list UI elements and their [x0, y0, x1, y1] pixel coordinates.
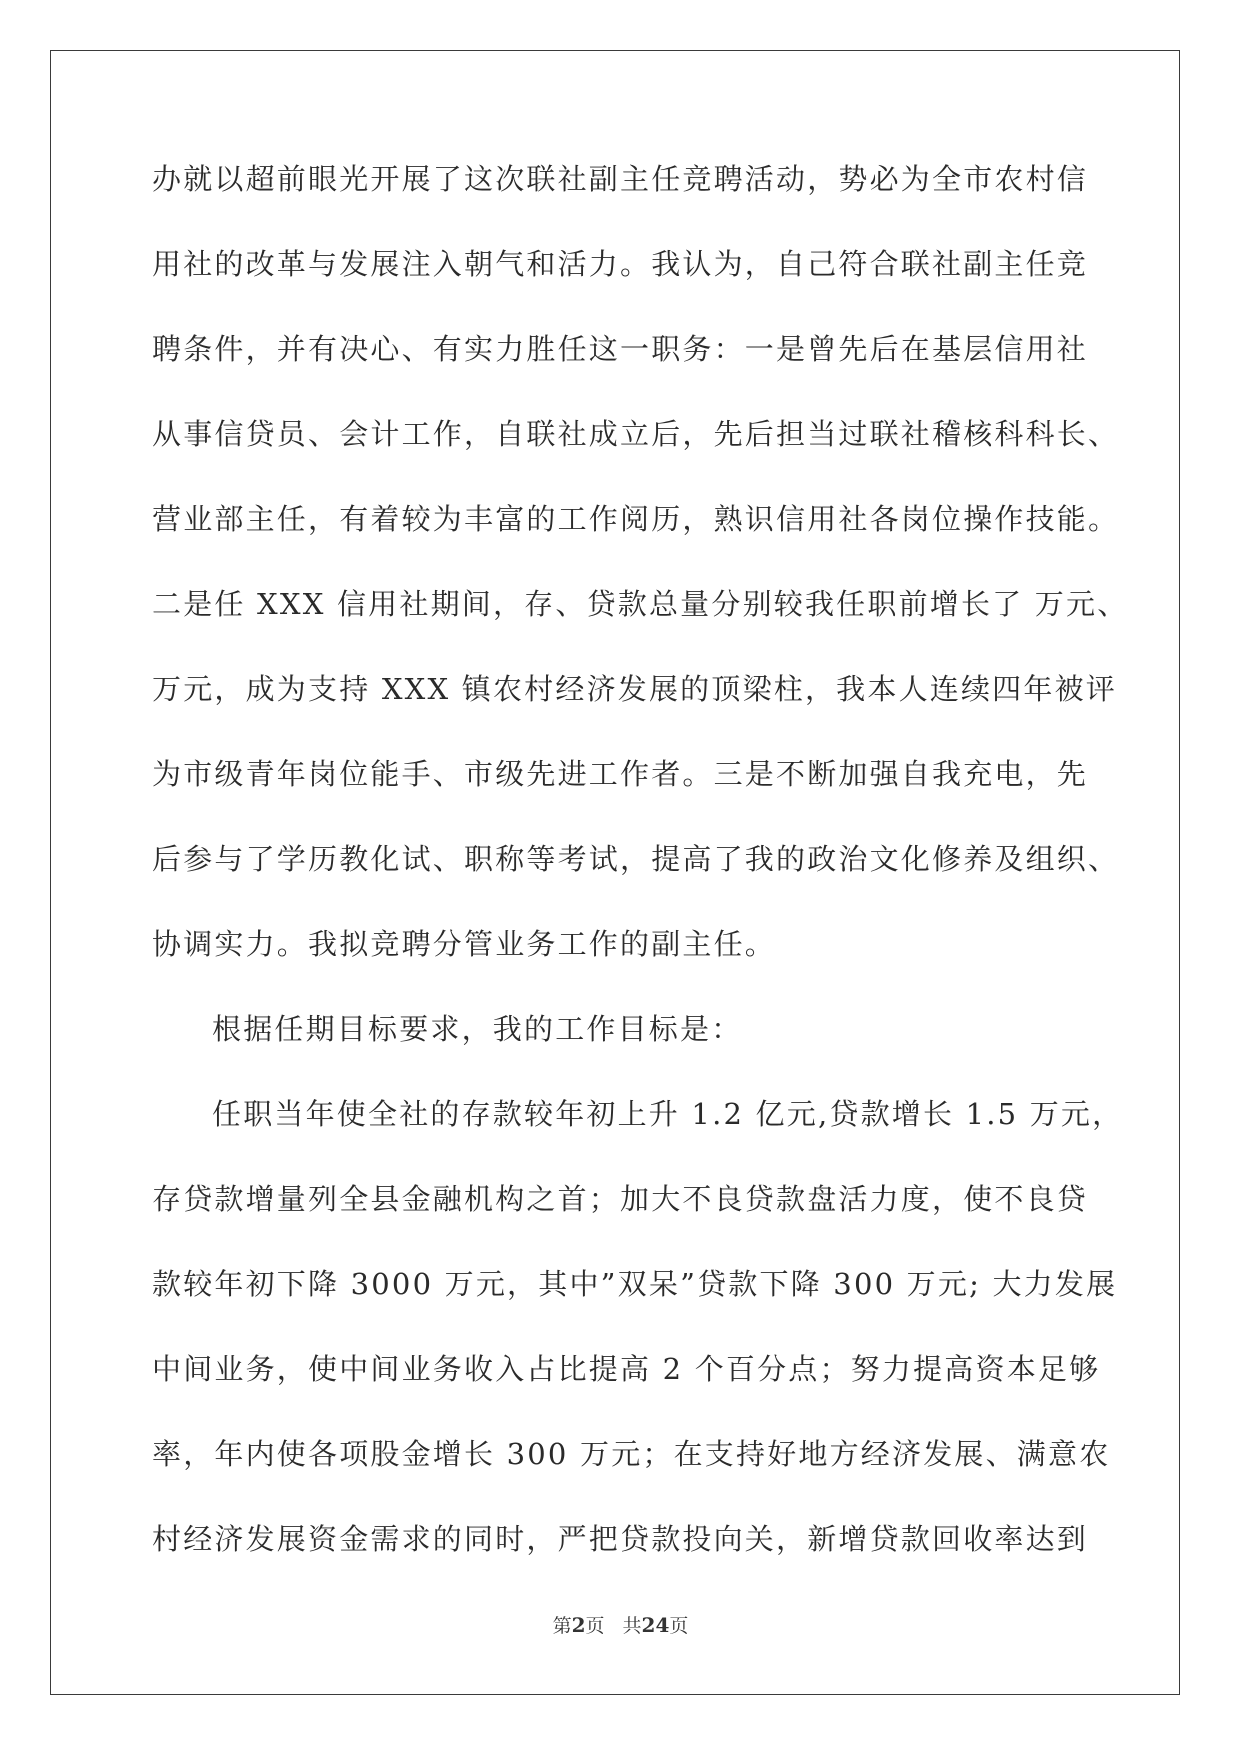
total-pages: 24 [641, 1613, 670, 1637]
text-line: 用社的改革与发展注入朝气和活力。我认为，自己符合联社副主任竞 [152, 247, 1089, 281]
text-line: 后参与了学历教化试、职称等考试，提高了我的政治文化修养及组织、 [152, 842, 1120, 876]
text-line: 办就以超前眼光开展了这次联社副主任竞聘活动，势必为全市农村信 [152, 162, 1089, 196]
text-line: 率，年内使各项股金增长 300 万元；在支持好地方经济发展、满意农 [152, 1437, 1111, 1471]
text-line: 协调实力。我拟竞聘分管业务工作的副主任。 [152, 927, 777, 961]
text-line: 村经济发展资金需求的同时，严把贷款投向关，新增贷款回收率达到 [152, 1522, 1089, 1556]
footer-total-unit: 页 [669, 1615, 689, 1637]
text-line: 款较年初下降 3000 万元，其中”双呆”贷款下降 300 万元; 大力发展 [152, 1267, 1118, 1301]
text-line: 二是任 XXX 信用社期间，存、贷款总量分别较我任职前增长了 万元、 [152, 587, 1129, 621]
text-line: 营业部主任，有着较为丰富的工作阅历，熟识信用社各岗位操作技能。 [152, 502, 1120, 536]
text-line: 聘条件，并有决心、有实力胜任这一职务：一是曾先后在基层信用社 [152, 332, 1089, 366]
text-line: 从事信贷员、会计工作，自联社成立后，先后担当过联社稽核科科长、 [152, 417, 1120, 451]
text-line: 为市级青年岗位能手、市级先进工作者。三是不断加强自我充电，先 [152, 757, 1089, 791]
text-line: 万元，成为支持 XXX 镇农村经济发展的顶梁柱，我本人连续四年被评 [152, 672, 1117, 706]
footer-total-prefix: 共 [622, 1615, 642, 1637]
text-line: 中间业务，使中间业务收入占比提高 2 个百分点；努力提高资本足够 [152, 1352, 1101, 1386]
footer-page-unit: 页 [585, 1615, 605, 1637]
paragraph-heading: 根据任期目标要求，我的工作目标是： [212, 1012, 743, 1046]
page-footer [0, 1611, 1241, 1638]
text-line: 存贷款增量列全县金融机构之首；加大不良贷款盘活力度，使不良贷 [152, 1182, 1089, 1216]
page-number: 2 [571, 1613, 586, 1637]
footer-prefix: 第 [552, 1615, 572, 1637]
text-line: 任职当年使全社的存款较年初上升 1.2 亿元,贷款增长 1.5 万元， [212, 1097, 1124, 1131]
body-text [152, 162, 1129, 1608]
